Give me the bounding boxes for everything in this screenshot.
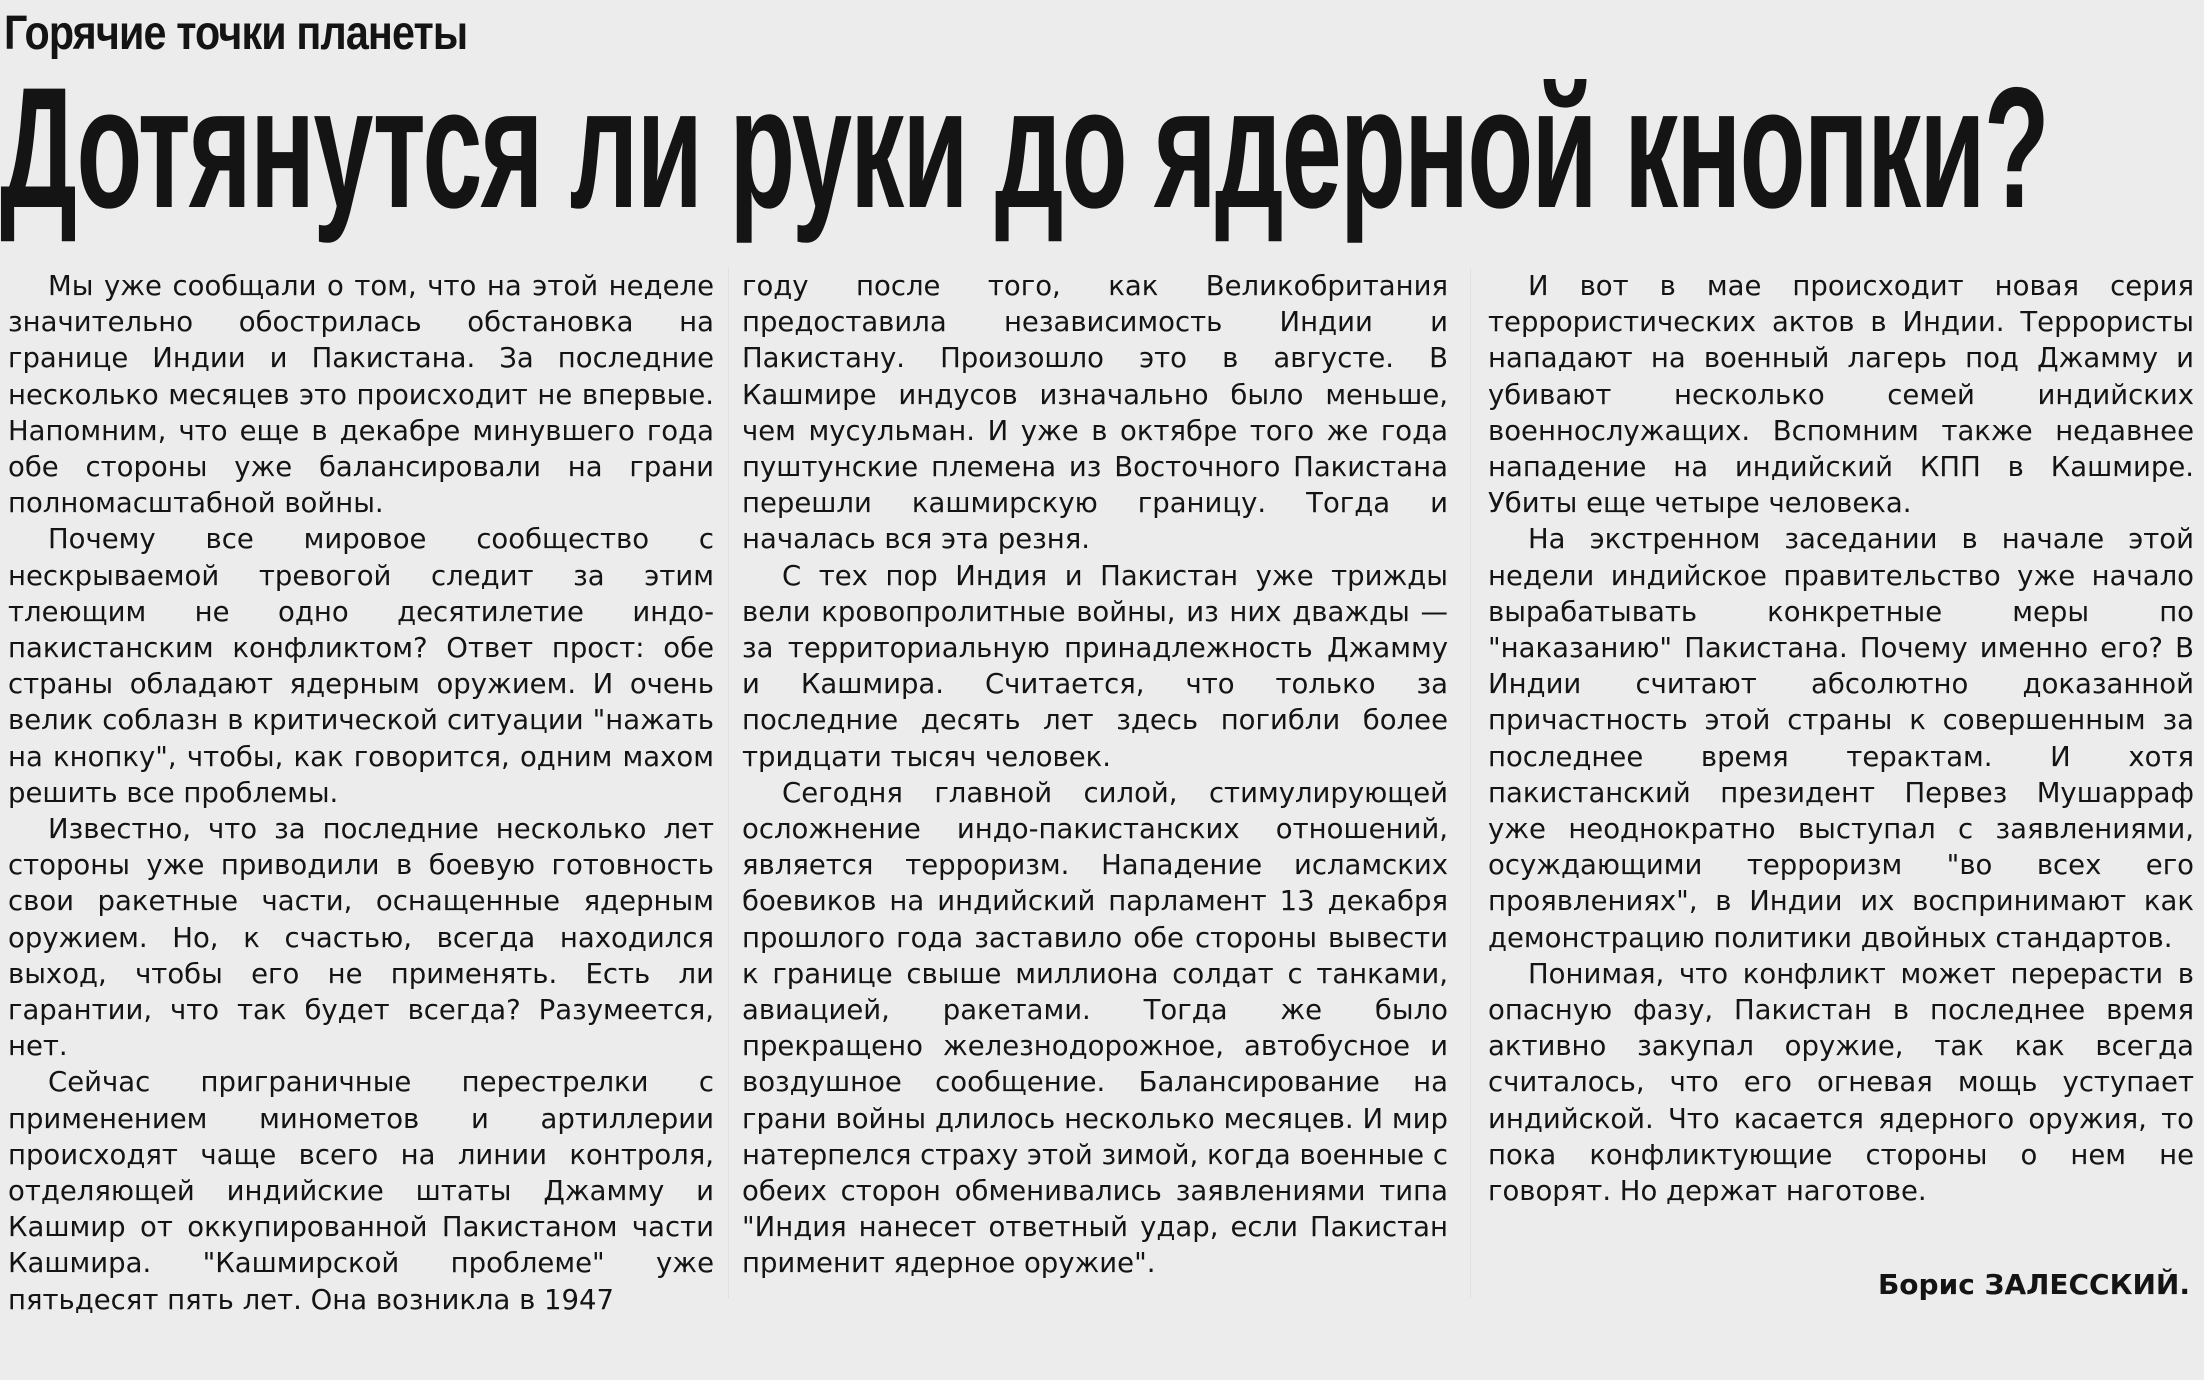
paragraph: Сейчас приграничные перестрелки с применением минометов и артиллерии происходят чаще всего на линии контроля, отделяющей индийские штаты Джамму и Кашмир от оккупированной Пакистаном части Кашмира. "Кашмирской проблеме" уже пятьдесят пять лет. Она возникла в 1947 <box>8 1066 714 1316</box>
article-column-3 <box>1488 268 2194 1209</box>
article-column-1 <box>8 268 714 1318</box>
paragraph: Сегодня главной силой, стимулирующей осложнение индо-пакистанских отношений, является терроризм. Нападение исламских боевиков на индийский парламент 13 декабря прошлого года заставило обе стороны вывести к границе свыше миллиона солдат с танками, авиацией, ракетами. Тогда же было прекращено железнодорожное, автобусное и воздушное сообщение. Балансирование на грани войны длилось несколько месяцев. И мир натерпелся страху этой зимой, когда военные с обеих сторон обменивались заявлениями типа "Индия нанесет ответный удар, если Пакистан применит ядерное оружие". <box>742 776 1448 1280</box>
paragraph: С тех пор Индия и Пакистан уже трижды вели кровопролитные войны, из них дважды — за территориальную принадлежность Джамму и Кашмира. Считается, что только за последние десять лет здесь погибли более тридцати тысяч человек. <box>742 559 1448 773</box>
author-signature: Борис ЗАЛЕССКИЙ. <box>1877 1268 2190 1301</box>
paragraph: Почему все мировое сообщество с нескрываемой тревогой следит за этим тлеющим не одно десятилетие индо-пакистанским конфликтом? Ответ прост: обе страны обладают ядерным оружием. И очень велик соблазн в критической ситуации "нажать на кнопку", чтобы, как говорится, одним махом решить все проблемы. <box>8 523 714 809</box>
paragraph: Понимая, что конфликт может перерасти в опасную фазу, Пакистан в последнее время активно закупал оружие, так как всегда считалось, что его огневая мощь уступает индийской. Что касается ядерного оружия, то пока конфликтующие стороны о нем не говорят. Но держат наготове. <box>1488 957 2194 1208</box>
column-divider <box>728 268 729 1298</box>
column-divider <box>1470 268 1471 1298</box>
paragraph: И вот в мае происходит новая серия террористических актов в Индии. Террористы нападают на военный лагерь под Джамму и убивают несколько семей индийских военнослужащих. Вспомним также недавнее нападение на индийский КПП в Кашмире. Убиты еще четыре человека. <box>1488 270 2194 520</box>
paragraph: Мы уже сообщали о том, что на этой неделе значительно обострилась обстановка на границе Индии и Пакистана. За последние несколько месяцев это происходит не впервые. Напомним, что еще в декабре минувшего года обе стороны уже балансировали на грани полномасштабной войны. <box>8 270 714 520</box>
article-column-2 <box>742 268 1448 1282</box>
rubric: Горячие точки планеты <box>4 7 468 60</box>
paragraph-continued: году после того, как Великобритания предоставила независимость Индии и Пакистану. Произошло это в августе. В Кашмире индусов изначально было меньше, чем мусульман. И уже в октябре того же года пуштунские племена из Восточного Пакистана перешли кашмирскую границу. Тогда и началась вся эта резня. <box>742 270 1448 556</box>
paragraph: На экстренном заседании в начале этой недели индийское правительство уже начало вырабатывать конкретные меры по "наказанию" Пакистана. Почему именно его? В Индии считают абсолютно доказанной причастность этой страны к совершенным за последнее время терактам. И хотя пакистанский президент Первез Мушарраф уже неоднократно выступал с заявлениями, осуждающими терроризм "во всех его проявлениях", в Индии их воспринимают как демонстрацию политики двойных стандартов. <box>1488 523 2194 954</box>
paragraph: Известно, что за последние несколько лет стороны уже приводили в боевую готовность свои ракетные части, оснащенные ядерным оружием. Но, к счастью, всегда находился выход, чтобы его не применять. Есть ли гарантии, что так будет всегда? Разумеется, нет. <box>8 813 714 1063</box>
headline: Дотянутся ли руки до ядерной кнопки? <box>0 52 2048 244</box>
